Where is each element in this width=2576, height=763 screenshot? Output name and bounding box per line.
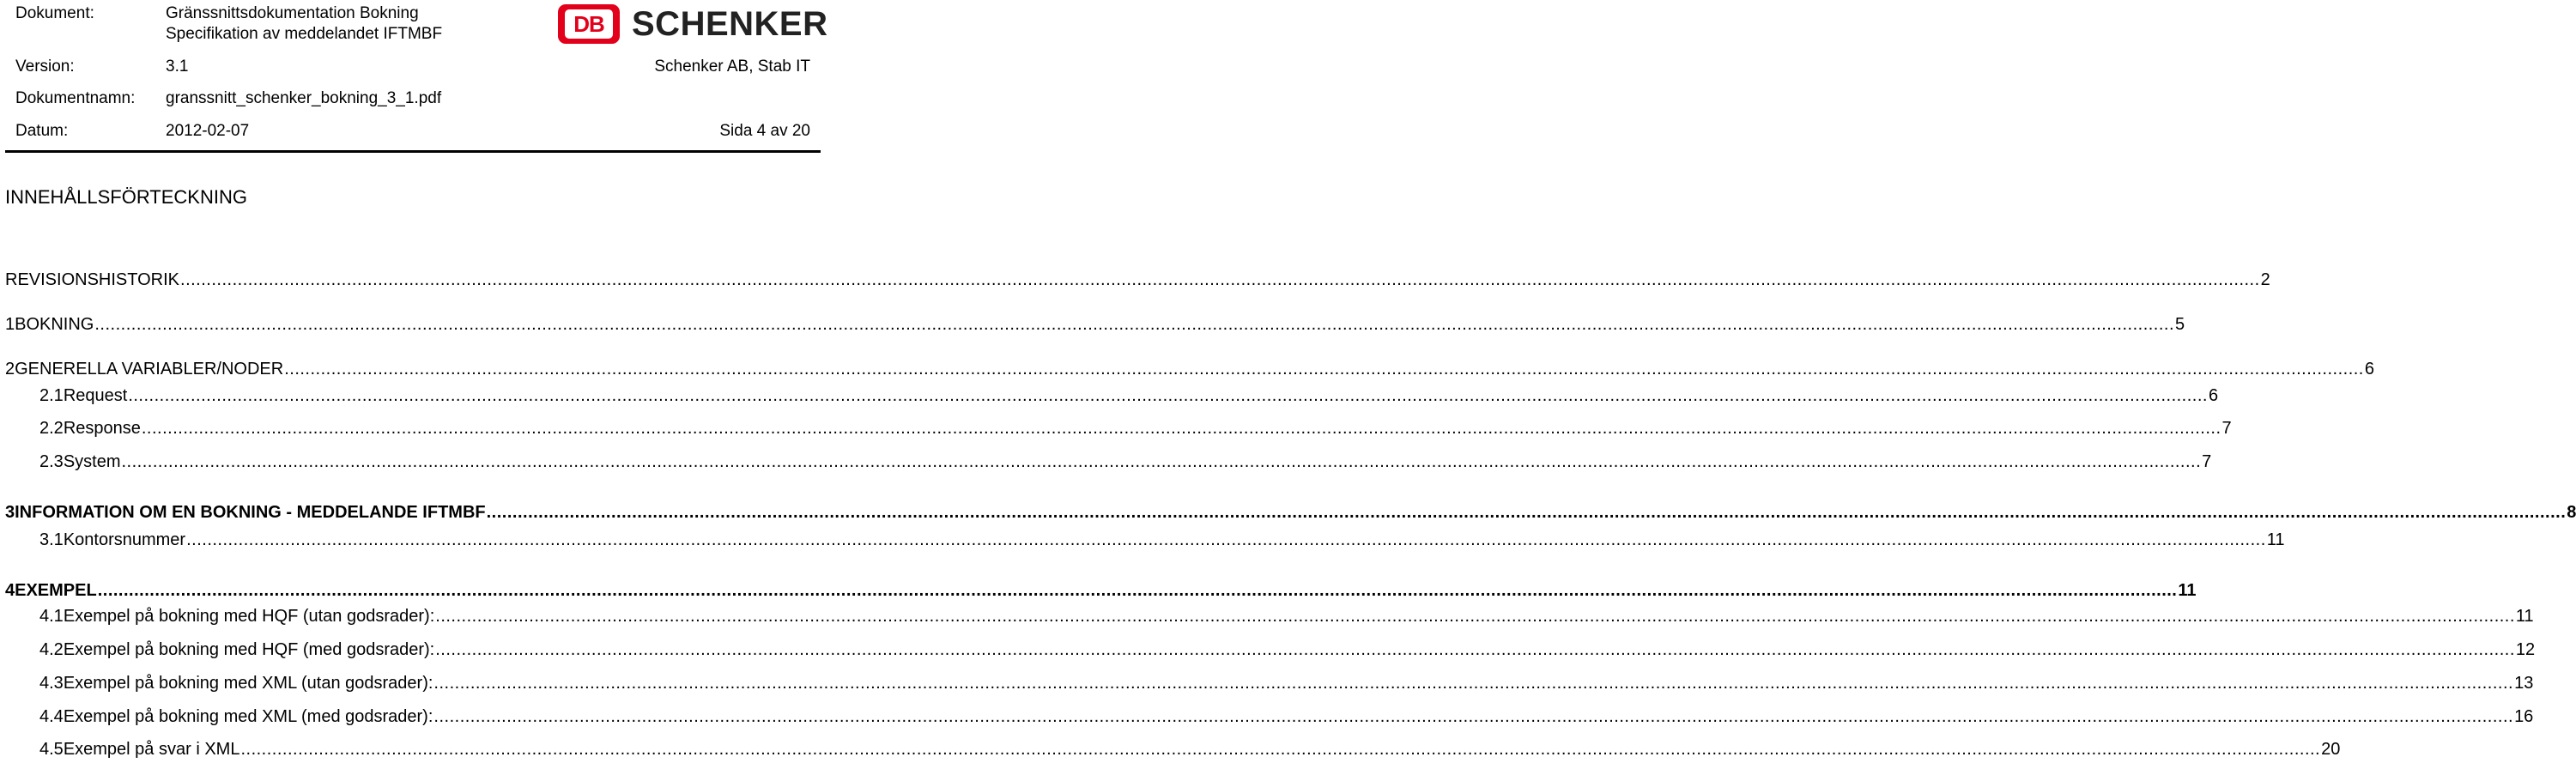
toc-entry[interactable] <box>39 639 2536 660</box>
toc-entry[interactable] <box>5 502 2576 523</box>
toc-entry-number: 4.2 <box>39 640 64 659</box>
toc-entry[interactable] <box>5 314 2185 335</box>
toc-dot-leader: ................................................................................................................................................................................................................................................................................................................................................................................................................ <box>97 581 2178 600</box>
toc-entry-number: 4.1 <box>39 607 64 626</box>
toc-entry[interactable] <box>5 269 2270 290</box>
toc-dot-leader: ................................................................................................................................................................................................................................................................................................................................................................................................................ <box>435 607 2515 626</box>
toc-entry[interactable] <box>5 580 2197 601</box>
toc-entry-label: REVISIONSHISTORIK <box>5 270 180 289</box>
toc-dot-leader: ................................................................................................................................................................................................................................................................................................................................................................................................................ <box>433 674 2514 693</box>
toc-entry-label: Exempel på bokning med HQF (med godsrader): <box>63 640 435 659</box>
toc-entry-label: Exempel på bokning med XML (med godsrader): <box>63 707 433 726</box>
toc-entry[interactable] <box>39 739 2341 760</box>
toc-entry-page: 7 <box>2202 452 2212 471</box>
db-logo-text: DB <box>565 9 613 39</box>
toc-dot-leader: ................................................................................................................................................................................................................................................................................................................................................................................................................ <box>128 386 2208 405</box>
toc-entry-number: 4.3 <box>39 674 64 693</box>
toc-entry-number: 2.3 <box>39 452 64 471</box>
toc-dot-leader: ................................................................................................................................................................................................................................................................................................................................................................................................................ <box>186 530 2266 549</box>
label-version: Version: <box>15 58 75 76</box>
toc-entry[interactable] <box>5 359 2374 379</box>
toc-entry[interactable] <box>39 606 2534 627</box>
toc-entry-number: 3.1 <box>39 530 64 549</box>
toc-entry-page: 13 <box>2514 674 2534 693</box>
toc-entry[interactable] <box>39 418 2232 439</box>
toc-heading: INNEHÅLLSFÖRTECKNING <box>5 186 247 208</box>
toc-entry-label: Request <box>63 386 128 405</box>
toc-dot-leader: ................................................................................................................................................................................................................................................................................................................................................................................................................ <box>180 270 2260 289</box>
toc-entry-number: 4 <box>5 581 15 600</box>
db-schenker-logo <box>558 3 827 45</box>
toc-entry-page: 8 <box>2567 503 2576 522</box>
toc-entry-label: GENERELLA VARIABLER/NODER <box>15 360 284 378</box>
toc-entry-page: 11 <box>2515 607 2534 626</box>
datum-value: 2012-02-07 <box>166 122 250 140</box>
toc-entry-number: 2.1 <box>39 386 64 405</box>
company-name: Schenker AB, Stab IT <box>654 58 810 76</box>
toc-entry-number: 2.2 <box>39 419 64 438</box>
toc-entry-label: System <box>63 452 121 471</box>
toc-entry-page: 6 <box>2208 386 2219 405</box>
toc-entry-page: 2 <box>2260 270 2270 289</box>
toc-entry[interactable] <box>39 530 2285 550</box>
db-logo-icon <box>558 4 620 44</box>
toc-dot-leader: ................................................................................................................................................................................................................................................................................................................................................................................................................ <box>141 419 2221 438</box>
toc-dot-leader: ................................................................................................................................................................................................................................................................................................................................................................................................................ <box>433 707 2514 726</box>
toc-dot-leader: ................................................................................................................................................................................................................................................................................................................................................................................................................ <box>240 740 2321 759</box>
dokument-title: Gränssnittsdokumentation Bokning <box>166 4 419 22</box>
toc-entry[interactable] <box>39 706 2534 727</box>
toc-entry[interactable] <box>39 451 2212 472</box>
toc-entry-page: 5 <box>2175 315 2185 334</box>
toc-entry-number: 3 <box>5 503 15 522</box>
page-indicator: Sida 4 av 20 <box>719 122 810 140</box>
toc-entry-label: Exempel på svar i XML <box>63 740 240 759</box>
toc-dot-leader: ................................................................................................................................................................................................................................................................................................................................................................................................................ <box>486 503 2567 522</box>
toc-entry[interactable] <box>39 673 2534 693</box>
toc-dot-leader: ................................................................................................................................................................................................................................................................................................................................................................................................................ <box>435 640 2515 659</box>
toc-entry-label: Response <box>63 419 141 438</box>
toc-entry-page: 11 <box>2178 581 2197 600</box>
label-dokument: Dokument: <box>15 4 94 22</box>
toc-entry-page: 20 <box>2321 740 2341 759</box>
version-value: 3.1 <box>166 58 189 76</box>
toc-entry-page: 16 <box>2514 707 2534 726</box>
header-divider <box>5 150 821 153</box>
toc-entry-label: Exempel på bokning med HQF (utan godsrader): <box>63 607 435 626</box>
schenker-wordmark: SCHENKER <box>632 4 828 43</box>
toc-entry-number: 1 <box>5 315 15 334</box>
toc-dot-leader: ................................................................................................................................................................................................................................................................................................................................................................................................................ <box>94 315 2175 334</box>
toc-entry-label: EXEMPEL <box>15 581 97 600</box>
toc-entry-label: Exempel på bokning med XML (utan godsrader): <box>63 674 433 693</box>
label-dokumentnamn: Dokumentnamn: <box>15 89 136 107</box>
toc-entry-label: Kontorsnummer <box>63 530 186 549</box>
toc-entry-number: 4.4 <box>39 707 64 726</box>
toc-dot-leader: ................................................................................................................................................................................................................................................................................................................................................................................................................ <box>121 452 2202 471</box>
toc-entry-page: 12 <box>2515 640 2536 659</box>
toc-dot-leader: ................................................................................................................................................................................................................................................................................................................................................................................................................ <box>284 360 2364 378</box>
toc-entry[interactable] <box>39 385 2219 406</box>
toc-entry-page: 7 <box>2221 419 2232 438</box>
toc-entry-label: BOKNING <box>15 315 94 334</box>
toc-entry-label: INFORMATION OM EN BOKNING - MEDDELANDE IFTMBF <box>15 503 486 522</box>
toc-entry-number: 2 <box>5 360 15 378</box>
dokument-subtitle: Specifikation av meddelandet IFTMBF <box>166 25 443 43</box>
label-datum: Datum: <box>15 122 69 140</box>
toc-entry-number: 4.5 <box>39 740 64 759</box>
toc-entry-page: 11 <box>2266 530 2285 549</box>
toc-entry-page: 6 <box>2364 360 2374 378</box>
dokumentnamn-value: granssnitt_schenker_bokning_3_1.pdf <box>166 89 442 107</box>
